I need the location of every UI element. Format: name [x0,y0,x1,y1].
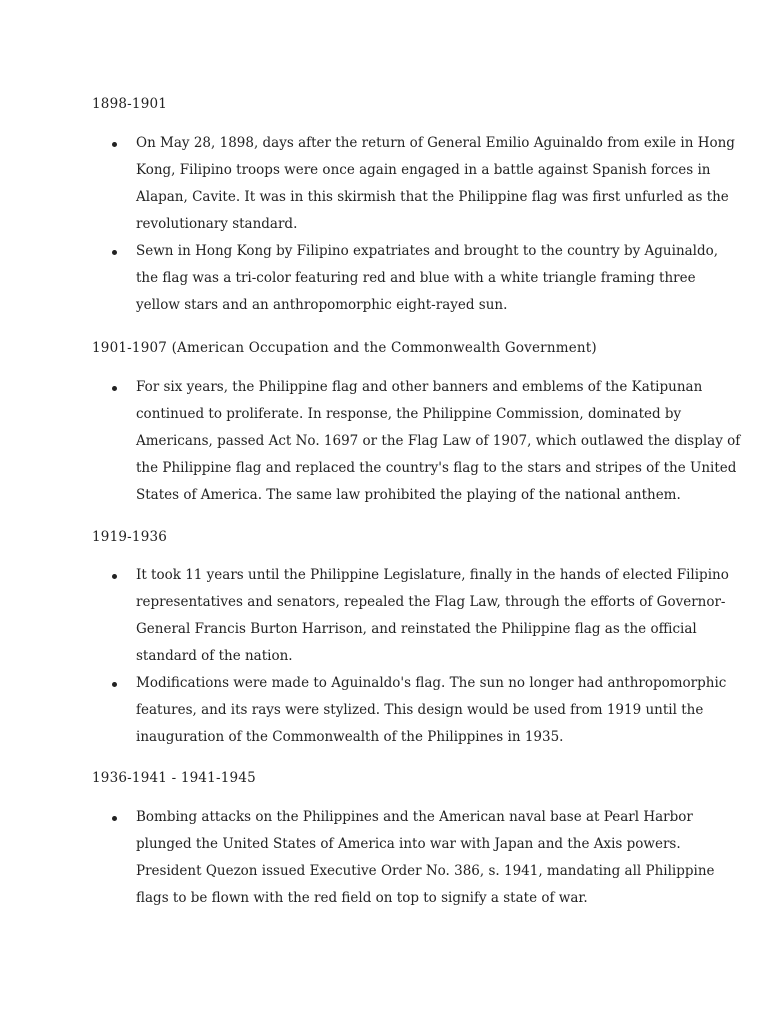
text-line: For six years, the Philippine flag and other banners and emblems of the Katipunan [136,379,703,395]
text-line: representatives and senators, repealed the Flag Law, through the efforts of Governor- [136,594,726,610]
text-line: President Quezon issued Executive Order No. 386, s. 1941, mandating all Philippine [136,863,715,879]
text-line: Bombing attacks on the Philippines and the American naval base at Pearl Harbor [136,809,693,825]
text-line: flags to be flown with the red field on top to signify a state of war. [136,890,588,906]
text-line: On May 28, 1898, days after the return of General Emilio Aguinaldo from exile in Hong [136,135,735,151]
text-line: Alapan, Cavite. It was in this skirmish that the Philippine flag was first unfurled as the [136,189,729,205]
text-line: the Philippine flag and replaced the country's flag to the stars and stripes of the United [136,460,737,476]
text-line: Americans, passed Act No. 1697 or the Flag Law of 1907, which outlawed the display of [136,433,741,449]
text-line: revolutionary standard. [136,216,298,232]
list-item [112,562,729,670]
section-heading-1936-1945: 1936-1941 - 1941-1945 [92,770,256,786]
bullet-list-1919-1936 [112,562,729,751]
text-line: standard of the nation. [136,648,293,664]
list-item [112,130,735,238]
text-line: Sewn in Hong Kong by Filipino expatriates and brought to the country by Aguinaldo, [136,243,719,259]
section-heading-1901-1907: 1901-1907 (American Occupation and the Commonwealth Government) [92,340,597,356]
text-line: It took 11 years until the Philippine Legislature, finally in the hands of elected Filipino [136,567,729,583]
section-heading-1919-1936: 1919-1936 [92,529,168,545]
text-line: yellow stars and an anthropomorphic eight-rayed sun. [136,297,508,313]
bullet-dot-icon [112,574,117,579]
text-line: inauguration of the Commonwealth of the Philippines in 1935. [136,729,564,745]
bullet-list-1898-1901 [112,130,735,319]
bullet-dot-icon [112,816,117,821]
text-line: continued to proliferate. In response, the Philippine Commission, dominated by [136,406,682,422]
text-line: features, and its rays were stylized. This design would be used from 1919 until the [136,702,704,718]
list-item [112,238,719,319]
bullet-dot-icon [112,386,117,391]
bullet-dot-icon [112,682,117,687]
bullet-list-1901-1907 [112,374,741,509]
text-line: Kong, Filipino troops were once again engaged in a battle against Spanish forces in [136,162,711,178]
list-item [112,374,741,509]
bullet-dot-icon [112,142,117,147]
bullet-list-1936-1945 [112,804,715,912]
bullet-dot-icon [112,250,117,255]
section-heading-1898-1901: 1898-1901 [92,96,168,112]
text-line: the flag was a tri-color featuring red and blue with a white triangle framing three [136,270,696,286]
list-item [112,670,727,751]
text-line: States of America. The same law prohibited the playing of the national anthem. [136,487,681,503]
text-line: General Francis Burton Harrison, and reinstated the Philippine flag as the official [136,621,697,637]
text-line: plunged the United States of America into war with Japan and the Axis powers. [136,836,681,852]
list-item [112,804,715,912]
text-line: Modifications were made to Aguinaldo's flag. The sun no longer had anthropomorphic [136,675,727,691]
